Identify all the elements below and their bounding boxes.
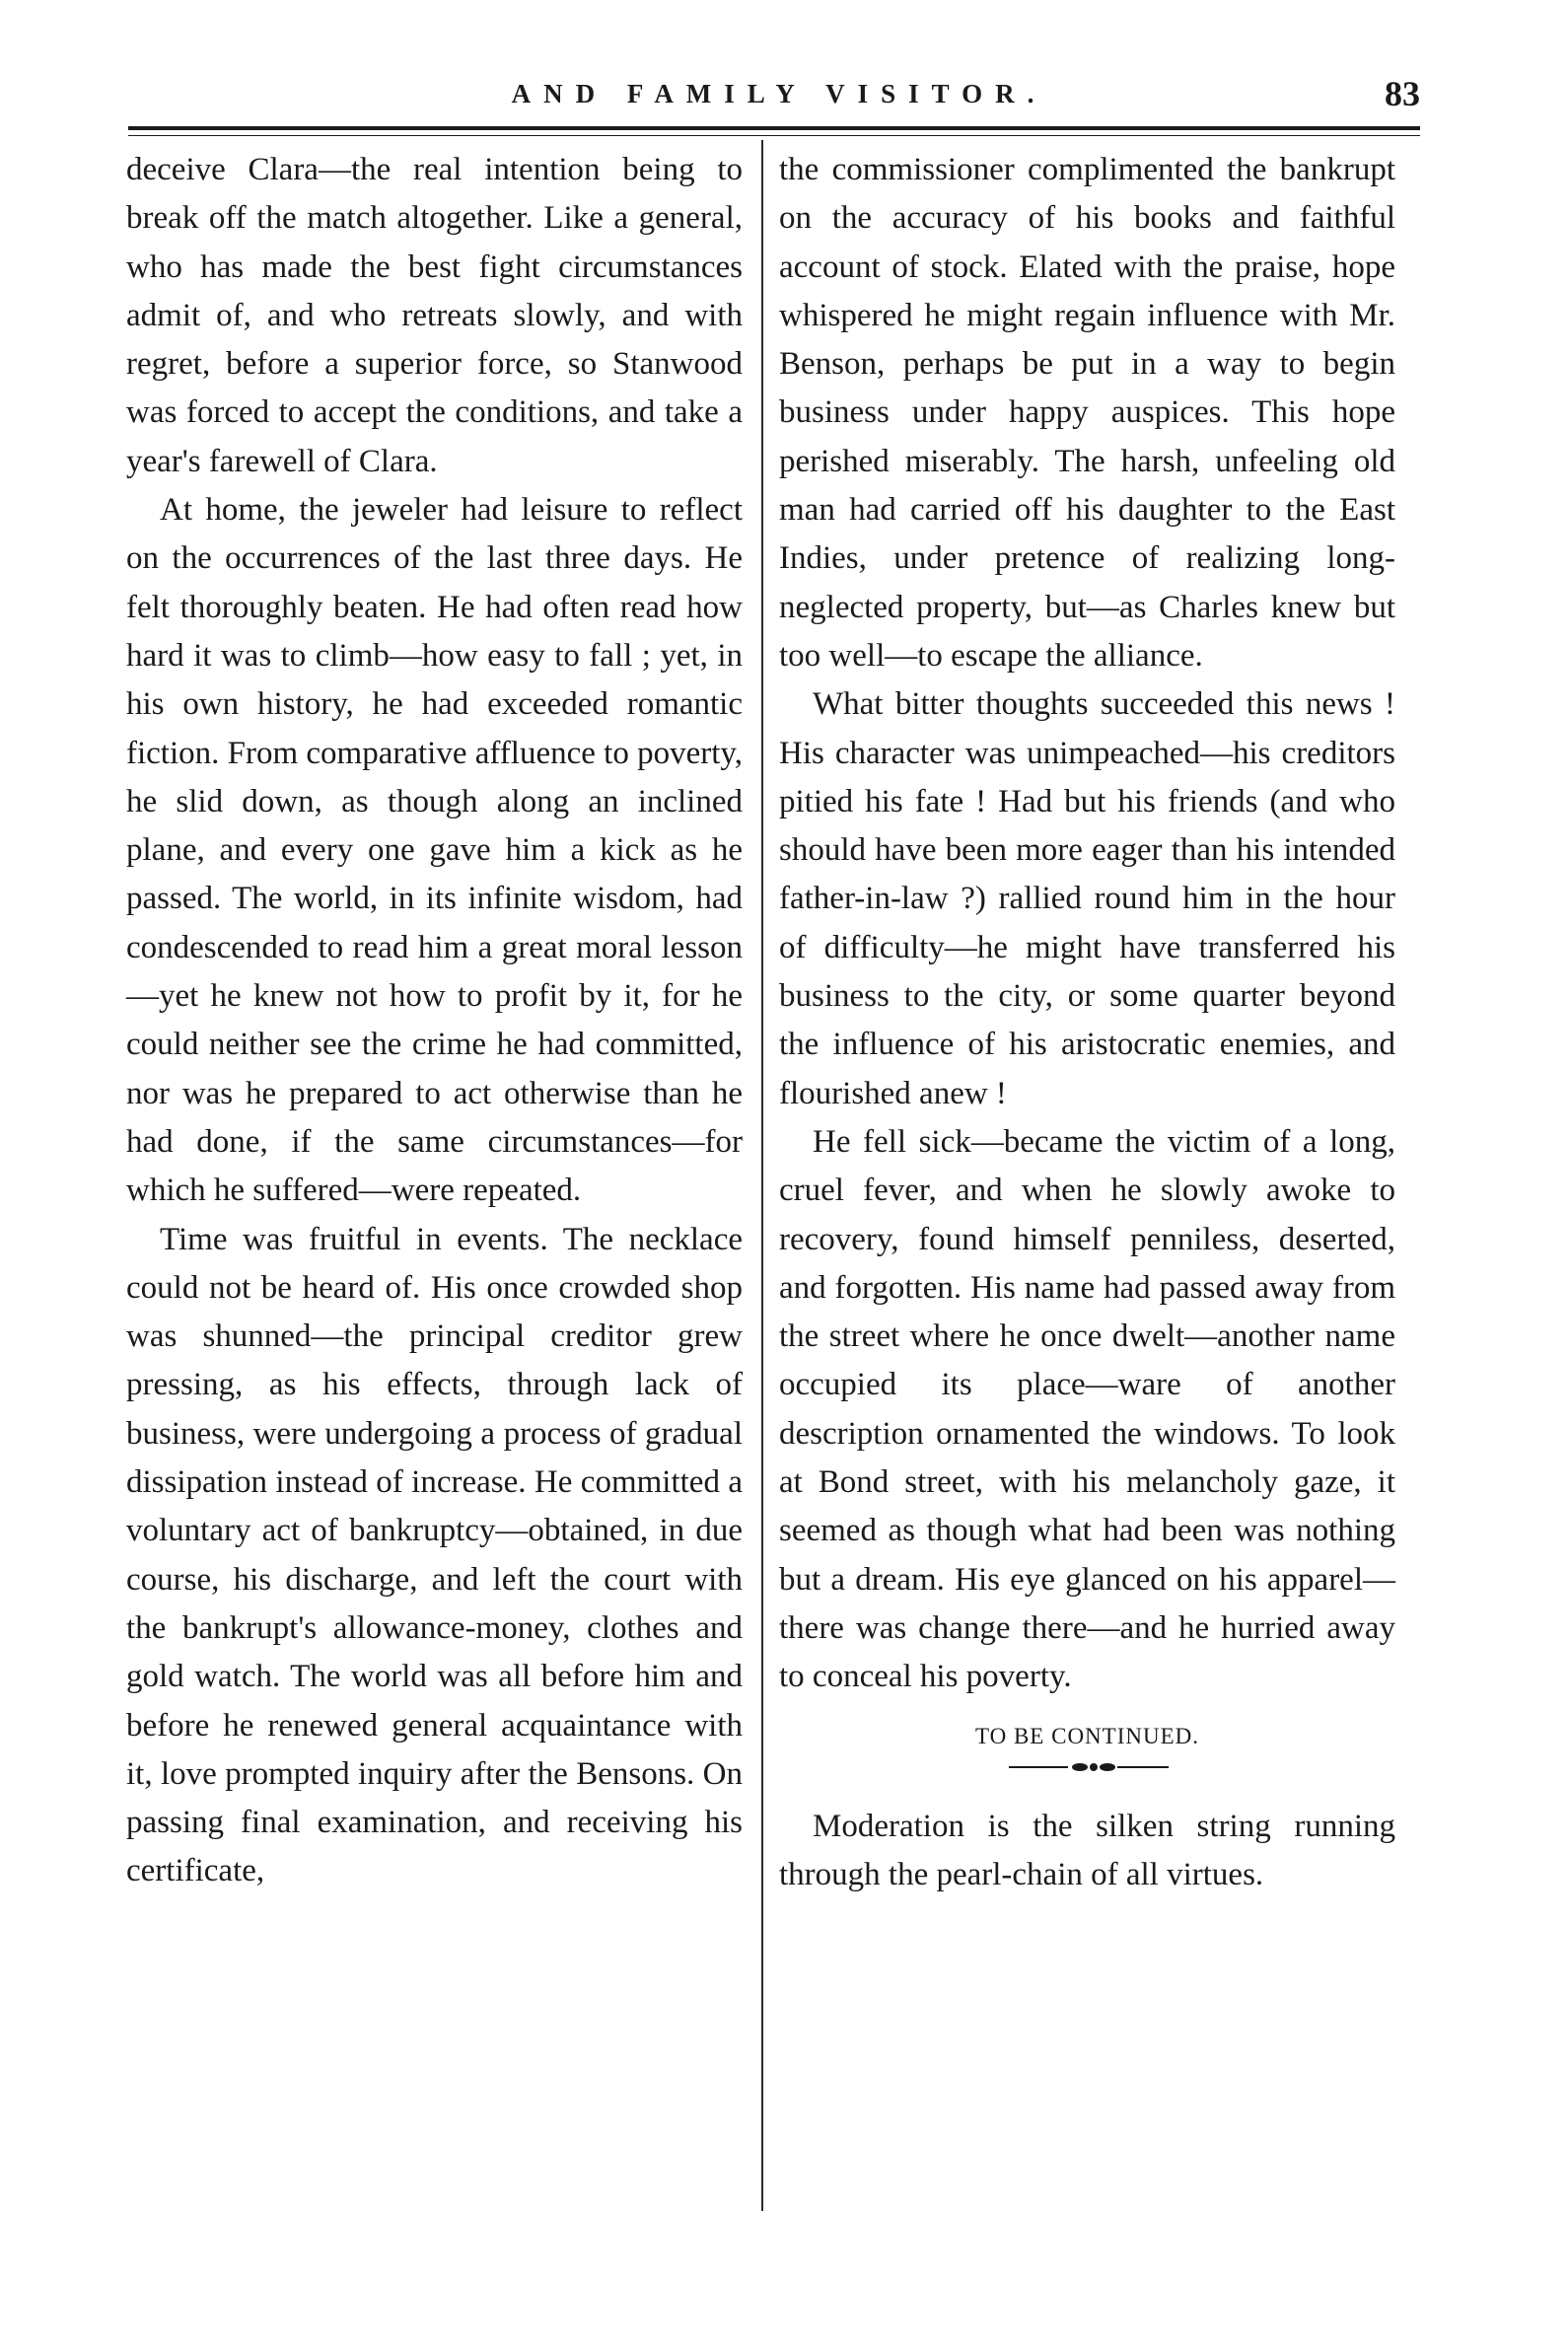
left-paragraph-2: At home, the jeweler had leisure to reflect on the occurrences of the last three days. He felt thoroughly beaten. He had often read how hard it was to climb—how easy to fall ; yet, in his own history, he had exceeded romantic fiction. From comparative affluence to poverty, he slid down, as though along an inclined plane, and every one gave him a kick as he passed. The world, in its infinite wisdom, had condescended to read him a great moral lesson—yet he knew not how to profit by it, for he could neither see the crime he had committed, nor was he prepared to act otherwise than he had done, if the same circumstances—for which he suffered—were repeated. — [126, 492, 743, 1209]
header-rule-thick — [128, 126, 1420, 130]
right-paragraph-1: the commissioner complimented the bankrupt on the accuracy of his books and faithful account of stock. Elated with the praise, hope whispered he might regain influence with Mr. Benson, perhaps be put in a way to begin business under happy auspices. This hope perished miserably. The harsh, unfeeling old man had carried off his daughter to the East Indies, under pretence of realizing long-neglected property, but—as Charles knew but too well—to escape the alliance. — [779, 152, 1395, 674]
right-paragraph-3: He fell sick—became the victim of a long, cruel fever, and when he slowly awoke to recovery, found himself penniless, deserted, and forgotten. His name had passed away from the street where he once dwelt—another name occupied its place—ware of another description ornamented the windows. To look at Bond street, with his melancholy gaze, it seemed as though what had been was nothing but a dream. His eye glanced on his apparel—there was change there—and he hurried away to conceal his poverty. — [779, 1123, 1395, 1695]
to-be-continued-label: TO BE CONTINUED. — [974, 1723, 1200, 1748]
left-column — [126, 146, 743, 1896]
running-title: AND FAMILY VISITOR. — [511, 79, 1047, 108]
header-rule-thin — [128, 135, 1420, 136]
column-divider — [761, 140, 763, 2211]
maxim-paragraph: Moderation is the silken string running through the pearl-chain of all virtues. — [779, 1808, 1395, 1892]
ornament-divider-icon — [999, 1761, 1176, 1773]
right-column — [779, 146, 1395, 1899]
left-paragraph-1: deceive Clara—the real intention being to break off the match altogether. Like a general, who has made the best fight circumstances admit of, and who retreats slowly, and with regret, before a superior force, so Stanwood was forced to accept the conditions, and take a year's farewell of Clara. — [126, 152, 743, 479]
page-number: 83 — [1385, 74, 1420, 113]
left-paragraph-3: Time was fruitful in events. The necklace could not be heard of. His once crowded shop was shunned—the principal creditor grew pressing, as his effects, through lack of business, were undergoing a process of gradual dissipation instead of increase. He committed a voluntary act of bankruptcy—obtained, in due course, his discharge, and left the court with the bankrupt's allowance-money, clothes and gold watch. The world was all before him and before he renewed general acquaintance with it, love prompted inquiry after the Bensons. On passing final examination, and receiving his certificate, — [126, 1221, 743, 1889]
right-paragraph-2: What bitter thoughts succeeded this news ! His character was unimpeached—his creditors pitied his fate ! Had but his friends (and who should have been more eager than his intended father-in-law ?) rallied round him in the hour of difficulty—he might have transferred his business to the city, or some quarter beyond the influence of his aristocratic enemies, and flourished anew ! — [779, 686, 1395, 1111]
